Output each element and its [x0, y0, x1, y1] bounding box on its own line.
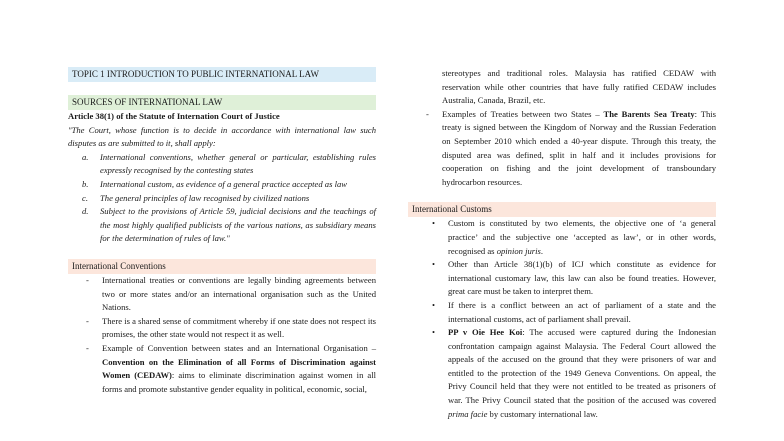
customs-header: International Customs	[408, 202, 716, 217]
customs-list	[408, 217, 716, 421]
list-item: - Examples of Treaties between two States – The Barents Sea Treaty: This treaty is signed between the Kingdom of Norway and the Russian Federation on September 2010 which ended a 40-year dispute. Through this treaty, the disputed area was defined, split in half and it includes provisions for cooperation on fishing and the joint development of transboundary hydrocarbon resources.	[426, 108, 716, 187]
list-item: d. Subject to the provisions of Article 59, judicial decisions and the teachings of the most highly qualified publicists of the various nations, as subsidiary means for the determination of rules of law."	[82, 206, 376, 244]
list-item: • Other than Article 38(1)(b) of ICJ which constitute as evidence for international customary law, this law can also be found treaties. However, great care must be taken to interpret them.	[432, 259, 716, 297]
article-list	[68, 151, 376, 246]
list-item: b. International custom, as evidence of a general practice accepted as law	[82, 178, 348, 189]
conventions-header: International Conventions	[68, 259, 376, 274]
article-quote: "The Court, whose function is to decide in accordance with international law such disputes as are submitted to it, shall apply:	[68, 124, 376, 149]
list-item: • If there is a conflict between an act of parliament of a state and the international customs, act of parliament shall prevail.	[432, 299, 716, 324]
topic-header: TOPIC 1 INTRODUCTION TO PUBLIC INTERNATIONAL LAW	[68, 67, 376, 82]
left-column	[68, 0, 376, 396]
conventions-list	[68, 274, 376, 396]
right-column	[408, 0, 716, 421]
list-item: - Example of Convention between states and an International Organisation – Convention on the Elimination of all Forms of Discrimination against Women (CEDAW): aims to eliminate discrimination against women in all forms and promote substantive gender equality in political, economic, social,	[86, 342, 376, 394]
continued-paragraph: stereotypes and traditional roles. Malaysia has ratified CEDAW with reservation while other countries that have fully ratified CEDAW includes Australia, Canada, Brazil, etc.	[442, 68, 716, 106]
list-item: - International treaties or conventions are legally binding agreements between two or more states and/or an international organisation such as the United Nations.	[86, 274, 376, 313]
treaty-list	[408, 108, 716, 190]
list-item: • PP v Oie Hee Koi: The accused were captured during the Indonesian confrontation campaign against Malaysia. The Federal Court allowed the appeals of the accused on the ground that they were prisoners of war and entitled to the protection of the 1949 Geneva Conventions. On appeal, the Privy Council held that they were not entitled to be treated as prisoners of war. The Privy Council stated that the position of the accused was covered prima facie by customary international law.	[432, 327, 717, 419]
article-title: Article 38(1) of the Statute of Internation Court of Justice	[68, 111, 280, 121]
list-item: a. International conventions, whether general or particular, establishing rules expressly recognised by the contesting states	[82, 151, 376, 176]
sources-header: SOURCES OF INTERNATIONAL LAW	[68, 95, 376, 110]
list-item: - There is a shared sense of commitment whereby if one state does not respect its promises, the other state would not respect it as well.	[86, 315, 376, 340]
list-item: • Custom is constituted by two elements, the objective one of ‘a general practice’ and the subjective one ‘accepted as law’, or in other words, recognised as opinion juris.	[432, 218, 716, 256]
list-item: c. The general principles of law recognised by civilized nations	[82, 192, 310, 203]
